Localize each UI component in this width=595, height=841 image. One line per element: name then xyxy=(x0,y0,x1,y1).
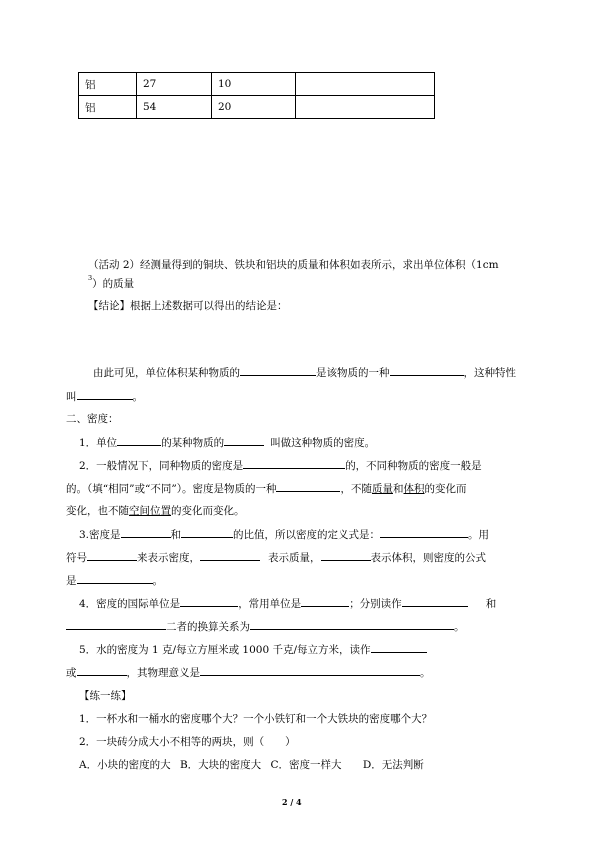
superscript-3: 3 xyxy=(88,274,93,282)
option-a[interactable]: A．小块的密度的大 xyxy=(79,759,171,771)
activity2-text: （活动 2）经测量得到的铜块、铁块和铝块的质量和体积如表所示，求出单位体积（1cm xyxy=(88,259,499,271)
text: 或 xyxy=(66,667,77,679)
activity2-line2 xyxy=(88,276,134,291)
text: 。 xyxy=(152,575,163,587)
text: 和 xyxy=(485,598,497,610)
text: 。 xyxy=(132,391,143,403)
blank[interactable] xyxy=(117,434,161,446)
table-cell: 10 xyxy=(212,73,296,96)
text: 符号 xyxy=(66,552,87,564)
text: 表示质量， xyxy=(268,552,321,564)
blank[interactable] xyxy=(121,526,171,538)
data-table xyxy=(78,72,435,119)
blank[interactable] xyxy=(243,457,345,469)
text: 和 xyxy=(392,483,404,495)
table-cell: 20 xyxy=(212,96,296,119)
table-cell xyxy=(296,73,435,96)
text: 1．单位 xyxy=(79,437,118,449)
text: 是该物质的一种 xyxy=(316,367,390,379)
blank[interactable] xyxy=(390,364,464,376)
item4-line1 xyxy=(79,595,496,611)
blank[interactable] xyxy=(402,595,468,607)
so-line1 xyxy=(93,364,516,380)
blank[interactable] xyxy=(77,664,127,676)
text: 的。（填“相同”或“不同”）。密度是物质的一种 xyxy=(66,483,277,495)
text: 的比值，所以密度的定义式是： xyxy=(233,529,381,541)
blank[interactable] xyxy=(66,618,166,630)
text: 变化，也不随 xyxy=(66,505,129,517)
text: 的，不同种物质的密度一般是 xyxy=(345,460,482,472)
text: 表示体积，则密度的公式 xyxy=(370,552,486,564)
blank[interactable] xyxy=(301,595,349,607)
blank[interactable] xyxy=(77,388,133,400)
blank[interactable] xyxy=(380,526,468,538)
blank[interactable] xyxy=(371,641,427,653)
option-b[interactable]: B．大块的密度大 xyxy=(179,759,262,771)
text: 4．密度的国际单位是 xyxy=(79,598,181,610)
text: 来表示密度， xyxy=(137,552,200,564)
table-row xyxy=(79,73,435,96)
text: 是 xyxy=(66,575,77,587)
question-1: 1．一杯水和一桶水的密度哪个大？一个小铁钉和一个大铁块的密度哪个大？ xyxy=(79,713,433,725)
table-cell: 54 xyxy=(137,96,212,119)
so-line2 xyxy=(66,388,143,404)
text: 。 xyxy=(454,621,465,633)
text: 。 xyxy=(420,667,431,679)
section-title: 二、密度： xyxy=(66,413,119,425)
activity2-text-cont: ）的质量 xyxy=(92,278,135,290)
text: ；分别读作 xyxy=(349,598,402,610)
text: 的变化而变化。 xyxy=(171,505,245,517)
item2-line2 xyxy=(66,480,466,496)
item4-line2 xyxy=(66,618,465,634)
table-cell: 27 xyxy=(137,73,212,96)
item2-line1 xyxy=(79,457,482,473)
table-row xyxy=(79,96,435,119)
text: 空间位置 xyxy=(129,505,171,517)
text: 二者的换算关系为 xyxy=(166,621,250,633)
blank[interactable] xyxy=(250,618,454,630)
text: 5．水的密度为 1 克/每立方厘米或 1000 千克/每立方米，读作 xyxy=(79,644,371,656)
item5-line2 xyxy=(66,664,431,680)
text: 质量 xyxy=(371,483,393,495)
options-row xyxy=(79,757,424,772)
item2-line3 xyxy=(66,503,245,518)
text: 由此可见，单位体积某种物质的 xyxy=(93,367,240,379)
text: ，不随 xyxy=(340,483,372,495)
table-cell xyxy=(296,96,435,119)
blank[interactable] xyxy=(77,572,153,584)
blank[interactable] xyxy=(200,664,420,676)
blank[interactable] xyxy=(87,549,137,561)
item3-line2 xyxy=(66,549,486,565)
text: 体积 xyxy=(403,483,425,495)
option-d[interactable]: D．无法判断 xyxy=(362,759,424,771)
blank[interactable] xyxy=(181,526,233,538)
text: ，常用单位是 xyxy=(238,598,302,610)
blank[interactable] xyxy=(200,549,260,561)
page-number: 2 / 4 xyxy=(282,797,302,807)
blank[interactable] xyxy=(321,549,371,561)
practice-title: 【练一练】 xyxy=(79,690,132,702)
table-cell: 铝 xyxy=(79,96,137,119)
text: 叫做这种物质的密度。 xyxy=(270,437,376,449)
blank[interactable] xyxy=(180,595,238,607)
blank[interactable] xyxy=(224,434,264,446)
question-2: 2．一块砖分成大小不相等的两块，则（ ） xyxy=(79,736,296,748)
activity2-line1 xyxy=(88,257,499,272)
text: ，其物理意义是 xyxy=(126,667,200,679)
text: 叫 xyxy=(66,391,77,403)
blank[interactable] xyxy=(276,480,340,492)
text: ，这种特性 xyxy=(463,367,516,379)
blank[interactable] xyxy=(240,364,316,376)
text: 3.密度是 xyxy=(79,529,121,541)
conclusion: 【结论】根据上述数据可以得出的结论是： xyxy=(88,300,288,312)
text: 2．一般情况下，同种物质的密度是 xyxy=(79,460,244,472)
text: 的变化而 xyxy=(424,483,467,495)
option-c[interactable]: C．密度一样大 xyxy=(270,759,342,771)
item3-line3 xyxy=(66,572,163,588)
text: 。用 xyxy=(468,529,490,541)
item1 xyxy=(79,434,375,450)
item3-line1 xyxy=(79,526,489,542)
text: 和 xyxy=(170,529,182,541)
text: 的某种物质的 xyxy=(161,437,225,449)
item5-line1 xyxy=(79,641,427,657)
table-cell: 铝 xyxy=(79,73,137,96)
